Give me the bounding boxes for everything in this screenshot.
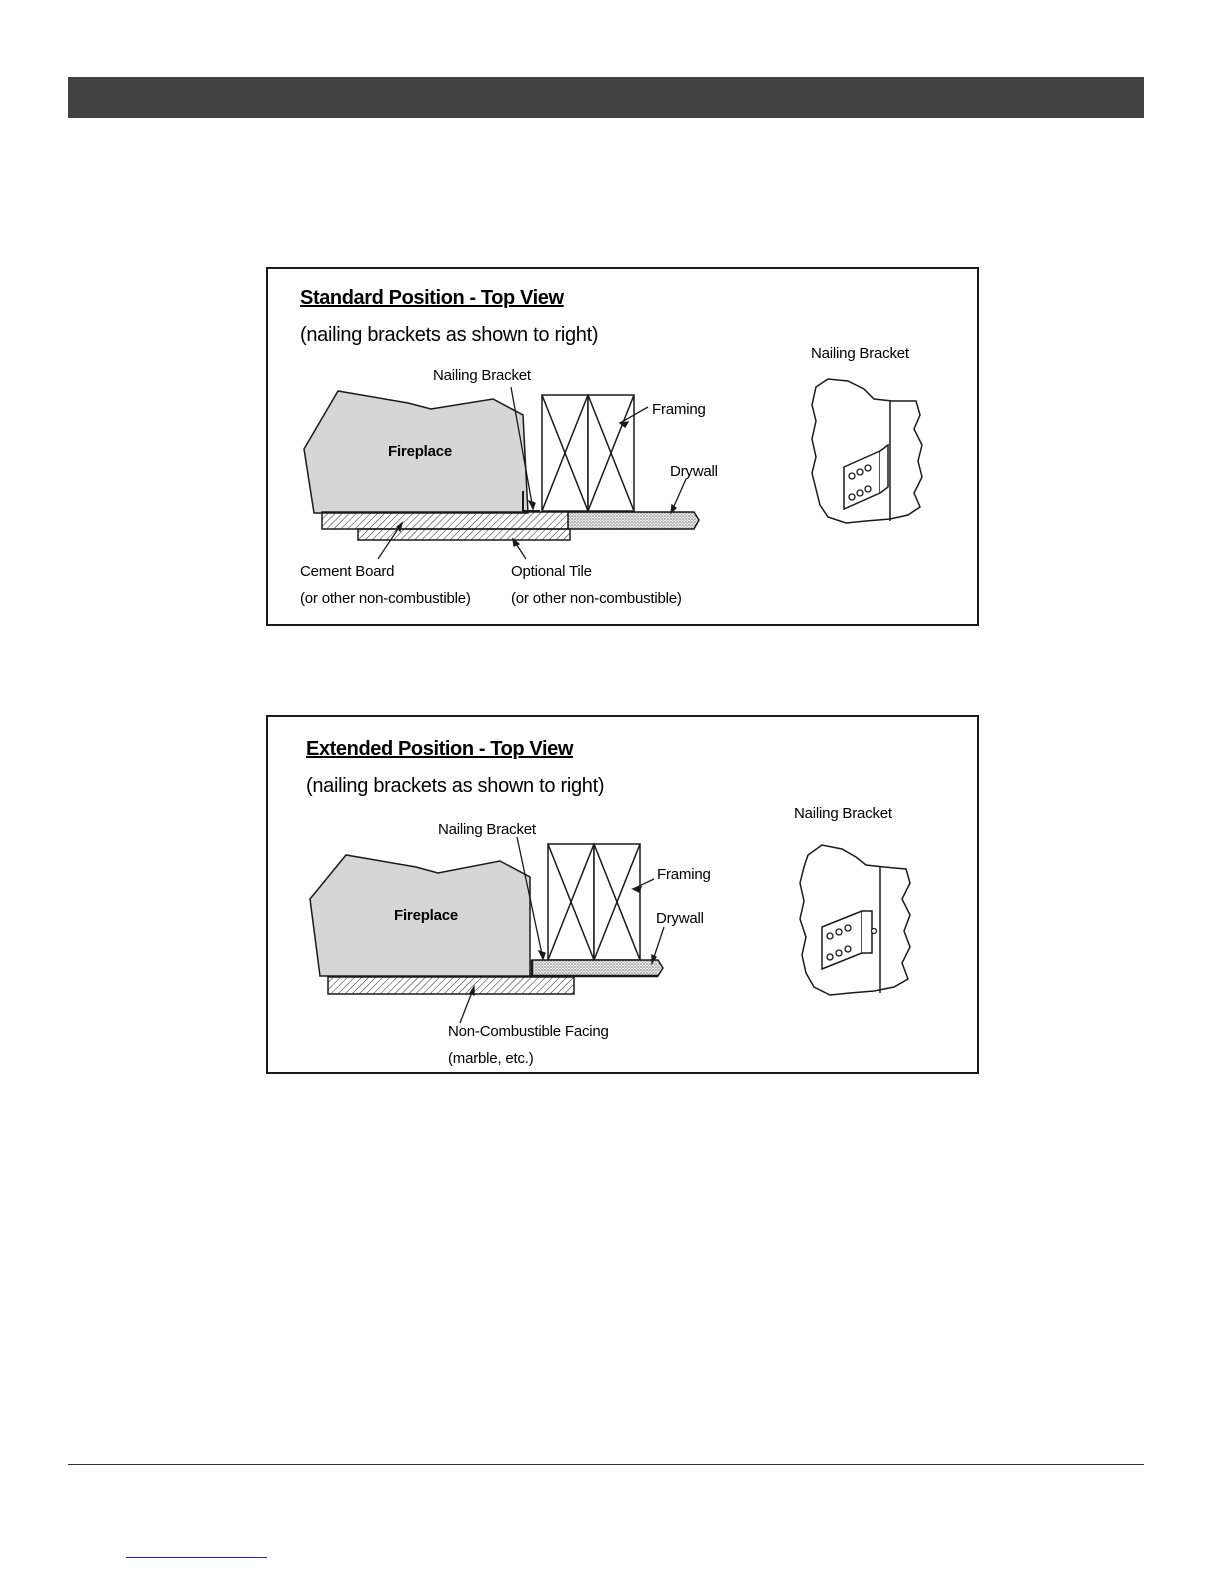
header-bar [68,77,1144,118]
label-optional-tile: Optional Tile [511,563,592,580]
drywall [532,960,663,976]
label-fireplace: Fireplace [388,443,453,460]
cement-board [322,512,570,529]
footer-rule [68,1464,1144,1465]
label-facing-note: (marble, etc.) [448,1050,534,1067]
extended-title: Extended Position - Top View [306,738,573,760]
framing-studs [542,395,634,511]
footer-link-underline[interactable] [126,1557,267,1558]
label-drywall: Drywall [656,910,704,927]
label-optional-tile-note: (or other non-combustible) [511,590,682,607]
extended-diagram-drawing [268,717,981,1076]
non-combustible-facing [328,977,574,994]
extended-position-diagram [266,715,979,1074]
label-nailing-bracket: Nailing Bracket [433,367,531,384]
inset-title: Nailing Bracket [794,805,892,822]
bracket-inset-drawing [800,845,910,995]
label-nailing-bracket: Nailing Bracket [438,821,536,838]
label-non-combustible-facing: Non-Combustible Facing [448,1023,609,1040]
standard-subtitle: (nailing brackets as shown to right) [300,324,599,346]
optional-tile [358,529,570,540]
label-drywall: Drywall [670,463,718,480]
inset-title: Nailing Bracket [811,345,909,362]
drywall [568,512,699,529]
standard-title: Standard Position - Top View [300,287,564,309]
extended-subtitle: (nailing brackets as shown to right) [306,775,605,797]
label-framing: Framing [652,401,706,418]
bracket-inset-drawing [812,379,922,523]
standard-position-diagram [266,267,979,626]
label-fireplace: Fireplace [394,907,459,924]
label-framing: Framing [657,866,711,883]
framing-studs [548,844,640,960]
label-cement-board: Cement Board [300,563,395,580]
label-cement-board-note: (or other non-combustible) [300,590,471,607]
